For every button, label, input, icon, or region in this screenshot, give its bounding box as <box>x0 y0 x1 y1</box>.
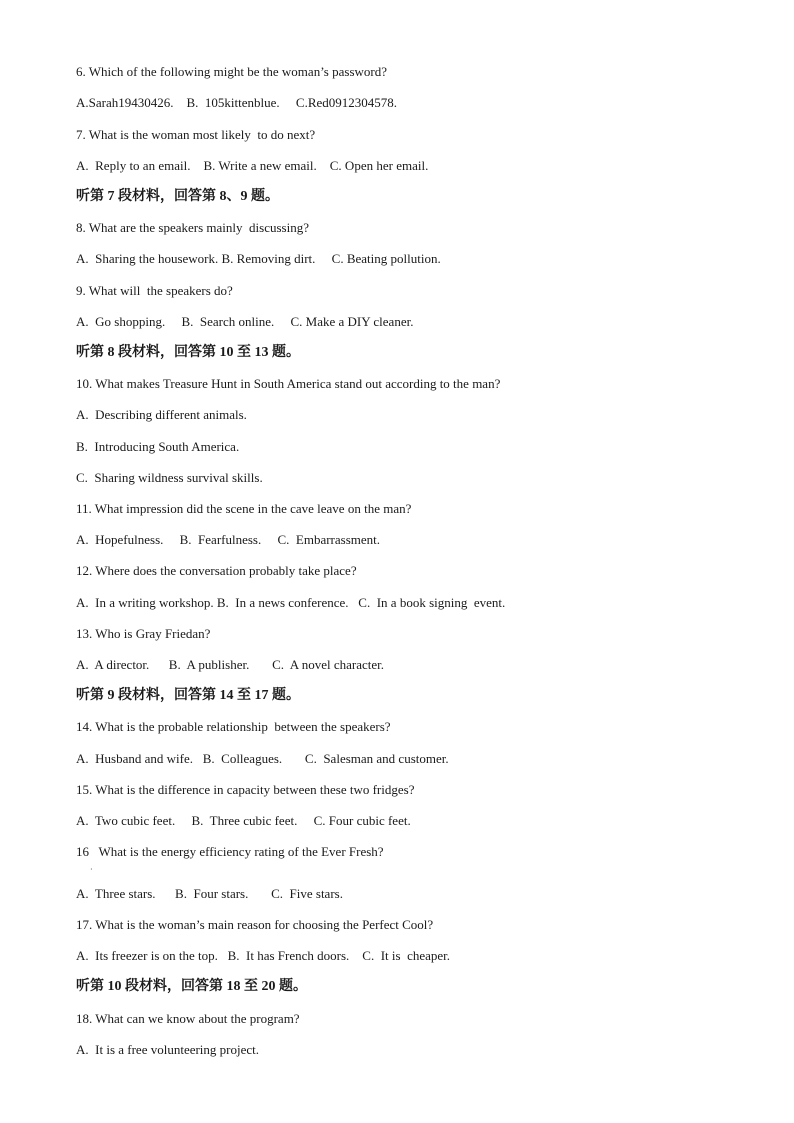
question-10: 10. What makes Treasure Hunt in South America stand out according to the man? <box>76 376 501 391</box>
question-15: 15. What is the difference in capacity between these two fridges? <box>76 782 415 797</box>
options-9: A. Go shopping. B. Search online. C. Make a DIY cleaner. <box>76 314 414 329</box>
options-7: A. Reply to an email. B. Write a new email. C. Open her email. <box>76 158 429 173</box>
options-14: A. Husband and wife. B. Colleagues. C. Salesman and customer. <box>76 751 449 766</box>
question-13: 13. Who is Gray Friedan? <box>76 626 211 641</box>
section-heading-8: 听第 8 段材料，回答第 10 至 13 题。 <box>76 345 300 360</box>
question-9: 9. What will the speakers do? <box>76 283 233 298</box>
question-11: 11. What impression did the scene in the cave leave on the man? <box>76 501 412 516</box>
question-18: 18. What can we know about the program? <box>76 1011 300 1026</box>
question-8: 8. What are the speakers mainly discussing? <box>76 220 309 235</box>
options-15: A. Two cubic feet. B. Three cubic feet. C. Four cubic feet. <box>76 813 411 828</box>
question-14: 14. What is the probable relationship between the speakers? <box>76 719 391 734</box>
option-10-a: A. Describing different animals. <box>76 407 247 422</box>
options-12: A. In a writing workshop. B. In a news conference. C. In a book signing event. <box>76 595 506 610</box>
options-11: A. Hopefulness. B. Fearfulness. C. Embarrassment. <box>76 532 381 547</box>
section-heading-9: 听第 9 段材料，回答第 14 至 17 题。 <box>76 688 300 703</box>
question-12: 12. Where does the conversation probably take place? <box>76 563 357 578</box>
question-16: 16 What is the energy efficiency rating of the Ever Fresh? <box>76 844 384 859</box>
options-13: A. A director. B. A publisher. C. A novel character. <box>76 657 384 672</box>
option-18-a: A. It is a free volunteering project. <box>76 1042 260 1057</box>
options-8: A. Sharing the housework. B. Removing dirt. C. Beating pollution. <box>76 251 441 266</box>
stray-dot-mark: · <box>90 865 93 874</box>
options-16: A. Three stars. B. Four stars. C. Five stars. <box>76 886 343 901</box>
options-6: A.Sarah19430426. B. 105kittenblue. C.Red0912304578. <box>76 95 398 110</box>
question-7: 7. What is the woman most likely to do next? <box>76 127 316 142</box>
option-10-b: B. Introducing South America. <box>76 439 240 454</box>
section-heading-7: 听第 7 段材料，回答第 8、9 题。 <box>76 189 279 204</box>
question-17: 17. What is the woman’s main reason for choosing the Perfect Cool? <box>76 917 434 932</box>
section-heading-10: 听第 10 段材料，回答第 18 至 20 题。 <box>76 979 307 994</box>
option-10-c: C. Sharing wildness survival skills. <box>76 470 263 485</box>
options-17: A. Its freezer is on the top. B. It has French doors. C. It is cheaper. <box>76 948 451 963</box>
question-6: 6. Which of the following might be the woman’s password? <box>76 64 387 79</box>
